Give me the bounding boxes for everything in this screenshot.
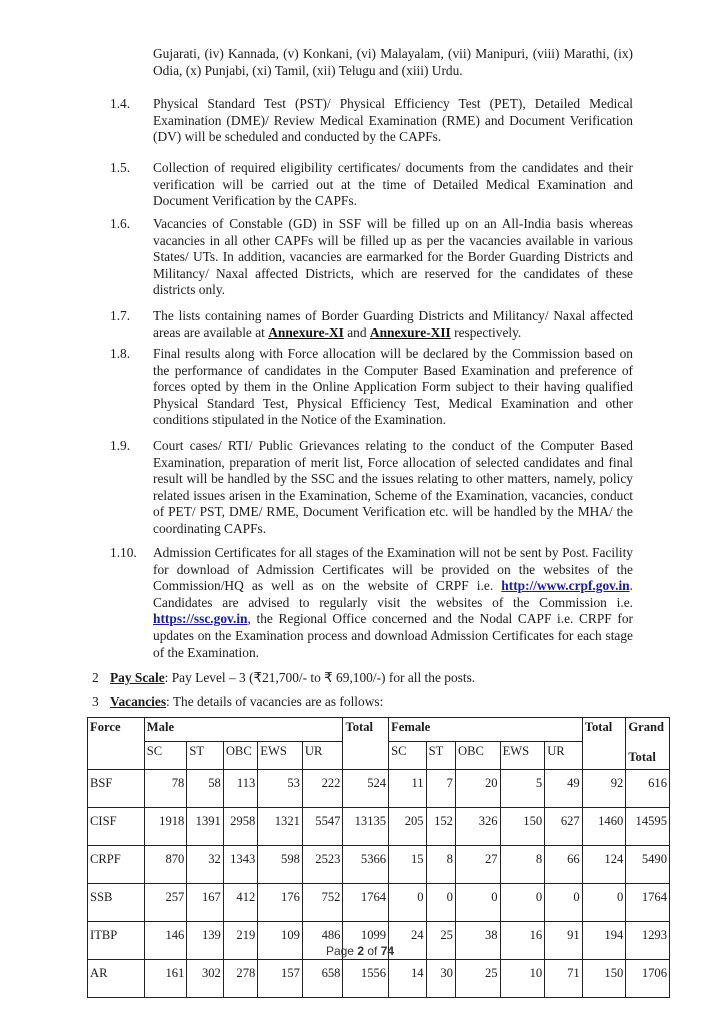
header-male-st: ST: [187, 742, 223, 770]
footer-of: of: [364, 944, 381, 958]
male-value-cell: 222: [302, 770, 343, 808]
header-female-ews: EWS: [500, 742, 545, 770]
page-footer: [0, 944, 720, 958]
male-total-cell: 5366: [343, 846, 389, 884]
paragraph-text: and: [343, 324, 370, 340]
female-value-cell: 205: [389, 808, 427, 846]
male-value-cell: 176: [258, 884, 303, 922]
footer-prefix: Page: [325, 944, 358, 958]
male-total-cell: 13135: [343, 808, 389, 846]
paragraph-1-7: [153, 308, 633, 341]
female-value-cell: 0: [389, 884, 427, 922]
header-male-total: Total: [343, 718, 389, 770]
item-number: 1.6.: [110, 216, 131, 231]
female-value-cell: 24: [389, 922, 427, 960]
table-row: [88, 770, 670, 808]
male-value-cell: 486: [302, 922, 343, 960]
female-value-cell: 5: [500, 770, 545, 808]
table-row: [88, 846, 670, 884]
total-page-count: 74: [380, 944, 395, 958]
female-value-cell: 8: [500, 846, 545, 884]
item-number: 1.7.: [110, 308, 131, 323]
female-value-cell: 326: [455, 808, 500, 846]
female-value-cell: 15: [389, 846, 427, 884]
item-number: 1.9.: [110, 438, 131, 453]
grand-total-cell: 1764: [626, 884, 670, 922]
paragraph-1-5: Collection of required eligibility certificates/ documents from the candidates and their verification will be carried out at the time of Detailed Medical Examination and Document Verification by the CAPFs.: [153, 160, 633, 209]
male-value-cell: 157: [258, 960, 303, 998]
male-value-cell: 752: [302, 884, 343, 922]
female-value-cell: 11: [389, 770, 427, 808]
female-total-cell: 0: [582, 884, 626, 922]
male-value-cell: 1391: [187, 808, 223, 846]
header-male-sc: SC: [144, 742, 187, 770]
male-total-cell: 524: [343, 770, 389, 808]
male-value-cell: 302: [187, 960, 223, 998]
table-row: [88, 960, 670, 998]
female-total-cell: 1460: [582, 808, 626, 846]
grand-total-cell: 1293: [626, 922, 670, 960]
male-total-cell: 1099: [343, 922, 389, 960]
female-total-cell: 124: [582, 846, 626, 884]
male-value-cell: 146: [144, 922, 187, 960]
female-total-cell: 150: [582, 960, 626, 998]
paragraph-text: , the Regional Office concerned and the Nodal CAPF i.e. CRPF for updates on the Examination process and download Admission Certificates for each stage of the Examination.: [153, 611, 633, 660]
female-value-cell: 30: [426, 960, 455, 998]
grand-total-cell: 1706: [626, 960, 670, 998]
section-number: 3: [92, 694, 99, 709]
table-row: [88, 884, 670, 922]
paragraph-text: . Candidates are advised to regularly visit the websites of the Commission i.e.: [153, 578, 633, 610]
male-value-cell: 1321: [258, 808, 303, 846]
male-value-cell: 658: [302, 960, 343, 998]
header-female-st: ST: [426, 742, 455, 770]
current-page-number: 2: [357, 944, 364, 958]
female-value-cell: 71: [545, 960, 583, 998]
annexure-xii-link[interactable]: Annexure-XII: [369, 324, 451, 340]
crpf-website-link[interactable]: http://www.crpf.gov.in: [501, 578, 630, 594]
header-total-label: Total: [628, 750, 656, 764]
header-grand-label: Grand: [628, 720, 665, 734]
female-value-cell: 14: [389, 960, 427, 998]
male-value-cell: 161: [144, 960, 187, 998]
male-value-cell: 278: [223, 960, 257, 998]
female-value-cell: 25: [426, 922, 455, 960]
female-value-cell: 7: [426, 770, 455, 808]
vacancies-line: [110, 694, 383, 711]
male-value-cell: 2523: [302, 846, 343, 884]
grand-total-cell: 14595: [626, 808, 670, 846]
grand-total-cell: 5490: [626, 846, 670, 884]
female-value-cell: 38: [455, 922, 500, 960]
paragraph-1-3-continued: Gujarati, (iv) Kannada, (v) Konkani, (vi) Malayalam, (vii) Manipuri, (viii) Marathi, (ix) Odia, (x) Punjabi, (xi) Tamil, (xii) Telugu and (xiii) Urdu.: [153, 46, 633, 78]
male-value-cell: 139: [187, 922, 223, 960]
paragraph-text: Admission Certificates for all stages of the Examination will not be sent by Post. Facility for download of Admission Certificates will be provided on the websites of the Commission/HQ as well as on the website of CRPF i.e.: [153, 545, 633, 594]
force-cell: BSF: [88, 770, 145, 808]
female-value-cell: 10: [500, 960, 545, 998]
female-value-cell: 8: [426, 846, 455, 884]
table-header-row: [88, 718, 670, 742]
header-male-ews: EWS: [258, 742, 303, 770]
female-value-cell: 0: [426, 884, 455, 922]
paragraph-1-10: [153, 545, 633, 661]
header-female-total: Total: [582, 718, 626, 770]
paragraph-1-4: Physical Standard Test (PST)/ Physical Efficiency Test (PET), Detailed Medical Examination (DME)/ Review Medical Examination (RME) and Document Verification (DV) will be scheduled and conducted by the CAPFs.: [153, 96, 633, 145]
male-value-cell: 5547: [302, 808, 343, 846]
table-row: [88, 808, 670, 846]
female-value-cell: 49: [545, 770, 583, 808]
force-cell: AR: [88, 960, 145, 998]
item-number: 1.8.: [110, 346, 131, 361]
pay-scale-text: : Pay Level – 3 (₹21,700/- to ₹ 69,100/-) for all the posts.: [164, 670, 476, 685]
female-value-cell: 152: [426, 808, 455, 846]
male-value-cell: 32: [187, 846, 223, 884]
male-value-cell: 1918: [144, 808, 187, 846]
paragraph-text: The lists containing names of Border Guarding Districts and Militancy/ Naxal affected areas are available at: [153, 308, 633, 340]
force-cell: SSB: [88, 884, 145, 922]
female-value-cell: 16: [500, 922, 545, 960]
header-male: Male: [144, 718, 343, 742]
force-cell: CISF: [88, 808, 145, 846]
female-value-cell: 150: [500, 808, 545, 846]
female-value-cell: 0: [455, 884, 500, 922]
header-male-ur: UR: [302, 742, 343, 770]
male-value-cell: 78: [144, 770, 187, 808]
female-value-cell: 0: [500, 884, 545, 922]
male-value-cell: 58: [187, 770, 223, 808]
male-value-cell: 412: [223, 884, 257, 922]
male-value-cell: 257: [144, 884, 187, 922]
paragraph-1-6: Vacancies of Constable (GD) in SSF will be filled up on an All-India basis whereas vacancies in all other CAPFs will be filled up as per the vacancies available in various States/ UTs. In addition, vacancies are earmarked for the Border Guarding Districts and Militancy/ Naxal affected Districts, which are reserved for the candidates of these districts only.: [153, 216, 633, 298]
male-value-cell: 870: [144, 846, 187, 884]
header-female-sc: SC: [389, 742, 427, 770]
pay-scale-line: [110, 670, 475, 687]
female-value-cell: 91: [545, 922, 583, 960]
header-female: Female: [389, 718, 583, 742]
female-value-cell: 627: [545, 808, 583, 846]
male-value-cell: 598: [258, 846, 303, 884]
female-value-cell: 27: [455, 846, 500, 884]
male-value-cell: 1343: [223, 846, 257, 884]
male-value-cell: 167: [187, 884, 223, 922]
paragraph-1-8: Final results along with Force allocation will be declared by the Commission based on the performance of candidates in the Computer Based Examination and preference of forces opted by them in the Online Application Form subject to their having qualified Physical Standard Test, Physical Efficiency Test, Medical Examination and other conditions stipulated in the Notice of the Examination.: [153, 346, 633, 428]
female-total-cell: 194: [582, 922, 626, 960]
male-total-cell: 1556: [343, 960, 389, 998]
force-cell: ITBP: [88, 922, 145, 960]
male-value-cell: 109: [258, 922, 303, 960]
paragraph-text: respectively.: [450, 324, 522, 340]
male-value-cell: 2958: [223, 808, 257, 846]
pay-scale-heading: Pay Scale: [110, 670, 165, 685]
female-value-cell: 25: [455, 960, 500, 998]
vacancies-text: : The details of vacancies are as follows:: [166, 694, 384, 709]
section-number: 2: [92, 670, 99, 685]
female-value-cell: 20: [455, 770, 500, 808]
item-number: 1.4.: [110, 96, 131, 111]
annexure-xi-link[interactable]: Annexure-XI: [268, 324, 344, 340]
paragraph-1-9: Court cases/ RTI/ Public Grievances relating to the conduct of the Computer Based Examination, preparation of merit list, Force allocation of selected candidates and final result will be handled by the SSC and the issues relating to other matters, namely, policy related issues arisen in the Examination, Scheme of the Examination, vacancies, conduct of PET/ PST, DME/ RME, Document Verification etc. will be handled by the MHA/ the coordinating CAPFs.: [153, 438, 633, 536]
male-value-cell: 53: [258, 770, 303, 808]
grand-total-cell: 616: [626, 770, 670, 808]
female-value-cell: 66: [545, 846, 583, 884]
item-number: 1.5.: [110, 160, 131, 175]
header-female-ur: UR: [545, 742, 583, 770]
male-total-cell: 1764: [343, 884, 389, 922]
header-grand-total: [626, 718, 670, 770]
item-number: 1.10.: [110, 545, 137, 560]
female-total-cell: 92: [582, 770, 626, 808]
force-cell: CRPF: [88, 846, 145, 884]
vacancies-heading: Vacancies: [110, 694, 167, 709]
header-male-obc: OBC: [223, 742, 257, 770]
ssc-website-link[interactable]: https://ssc.gov.in: [153, 611, 248, 627]
male-value-cell: 219: [223, 922, 257, 960]
header-force: Force: [88, 718, 145, 770]
male-value-cell: 113: [223, 770, 257, 808]
header-female-obc: OBC: [455, 742, 500, 770]
female-value-cell: 0: [545, 884, 583, 922]
